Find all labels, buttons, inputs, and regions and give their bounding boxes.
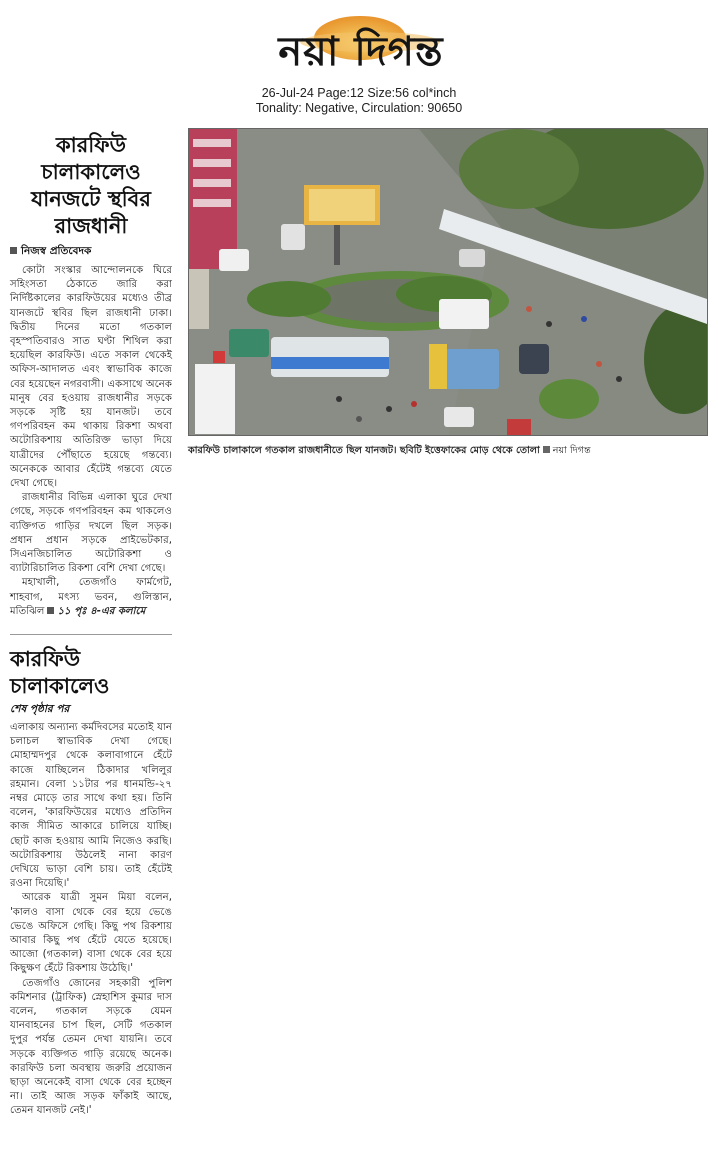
newspaper-logo: নয়া দিগন্ত: [278, 28, 444, 75]
photo-caption-text: কারফিউ চালাকালে গতকাল রাজধানীতে ছিল যানজট। ছবিটি ইত্তেফাকের মোড় থেকে তোলা: [188, 445, 540, 456]
article-paragraph: [10, 576, 172, 619]
bullet-square-icon: [543, 446, 550, 453]
bullet-square-icon: [47, 607, 54, 614]
jump-reference: [44, 606, 145, 617]
continuation-headline: কারফিউ চালাকালেও: [10, 647, 110, 698]
article-column: [10, 132, 172, 619]
article-paragraph-text: মহাখালী, তেজগাঁও ফার্মগেট, শাহবাগ, মৎস্য ভবন, গুলিস্তান, মতিঝিল: [10, 577, 172, 617]
masthead: [220, 8, 500, 86]
byline-text: নিজস্ব প্রতিবেদক: [21, 245, 92, 257]
article-paragraph: কোটা সংস্কার আন্দোলনকে ঘিরে সহিংসতা ঠেকাতে জারি করা নির্দিষ্টকালের কারফিউয়ের মধ্যেও তীব্র যানজটে স্থবির ছিল রাজধানী ঢাকা। দ্বিতীয় দিনের মতো গতকাল বৃহস্পতিবারও সাত ঘণ্টা শিথিল করা হয়েছিল কারফিউ। এতে সকাল থেকেই অফিস-আদালত এবং স্বাভাবিক কাজে বের হয়েছেন নগরবাসী। একসাথে অনেক মানুষ বের হওয়ায় রাজধানীর সড়কে সড়কে সৃষ্টি হয় যানজট। তবে গণপরিবহন কম থাকায় রিকশা অথবা অটোরিকশায় অতিরিক্ত ভাড়া দিয়ে যাত্রীদের পৌঁছাতে হয়েছে গন্তব্যে। অনেককে আবার হেঁটেই গন্তব্যে যেতে দেখা গেছে।: [10, 265, 172, 490]
bullet-square-icon: [10, 247, 17, 254]
continuation-paragraph: আরেক যাত্রী সুমন মিয়া বলেন, 'কালও বাসা থেকে বের হয়ে ভেঙে ভেঙে অফিসে গেছি। কিছু পথ রিকশায় আবার কিছু পথ হেঁটে যেতে হয়েছে। আজো (গতকাল) বাসা থেকে বের হয়ে কিছুক্ষণ হেঁটে রিকশায় উঠেছি।': [10, 892, 172, 975]
clip-date-page-size: 26-Jul-24 Page:12 Size:56 col*inch: [261, 86, 457, 100]
photo-credit: নয়া দিগন্ত: [552, 445, 591, 456]
continuation-column: [10, 646, 172, 1119]
continuation-label: শেষ পৃষ্ঠার পর: [10, 703, 70, 715]
continuation-paragraph: এলাকায় অন্যান্য কর্মদিবসের মতোই যান চলাচল স্বাভাবিক দেখা গেছে। মোহাম্মদপুর থেকে কলাবাগানে হেঁটে কাজে যাচ্ছিলেন ঠিকাদার খলিলুর রহমান। বেলা ১১টার পর ধানমন্ডি-২৭ নম্বর মোড়ে তার সাথে কথা হয়। তিনি বলেন, 'কারফিউয়ের মধ্যেও প্রতিদিন কাজ সীমিত আকারে চালিয়ে যাচ্ছি। ছোট কাজ হওয়ায় আমি নিজেও করছি। অটোরিকশায় উঠলেই নানা কারণ দেখিয়ে ভাড়া বেশি চায়। তাই হেঁটেই রওনা দিয়েছি।': [10, 722, 172, 890]
headline-line-1: কারফিউ চালাকালেও: [41, 133, 141, 184]
clip-tonality-circulation: Tonality: Negative, Circulation: 90650: [255, 101, 463, 115]
continuation-paragraph: তেজগাঁও জোনের সহকারী পুলিশ কমিশনার (ট্রাফিক) স্নেহাশিস কুমার দাস বলেন, গতকাল সড়কে যেমন যানবাহনের চাপ ছিল, সেটি গতকাল দুপুর পর্যন্ত তেমন দেখা যায়নি। তবে সড়কে ব্যক্তিগত গাড়ি রয়েছে অনেক। কারফিউ চলা অবস্থায় জরুরি প্রয়োজন ছাড়া অনেকেই বাসা থেকে বের হচ্ছেন না। তাই আজ সড়ক ফাঁকাই আছে, তেমন যানজট নেই।': [10, 977, 172, 1117]
continuation-body: [10, 721, 172, 1119]
headline-line-3: রাজধানী: [54, 214, 128, 238]
headline-line-2: যানজটে স্থবির: [31, 187, 151, 211]
photo-caption: [188, 444, 708, 459]
traffic-photo-illustration: [189, 129, 707, 435]
article-paragraph: রাজধানীর বিভিন্ন এলাকা ঘুরে দেখা গেছে, সড়কে গণপরিবহন কম থাকলেও ব্যক্তিগত গাড়ির দখলে ছিল সড়ক। প্রধান প্রধান সড়কে প্রাইভেটকার, সিএনজিচালিত অটোরিকশা ও ব্যাটারিচালিত রিকশা বেশি দেখা গেছে।: [10, 492, 172, 575]
article-body: [10, 264, 172, 619]
street-traffic-photo: [188, 128, 708, 436]
jump-text: ১১ পৃঃ ৪-এর কলামে: [57, 605, 146, 617]
article-headline: [10, 132, 172, 240]
byline: [10, 244, 172, 261]
column-divider: [10, 634, 172, 635]
